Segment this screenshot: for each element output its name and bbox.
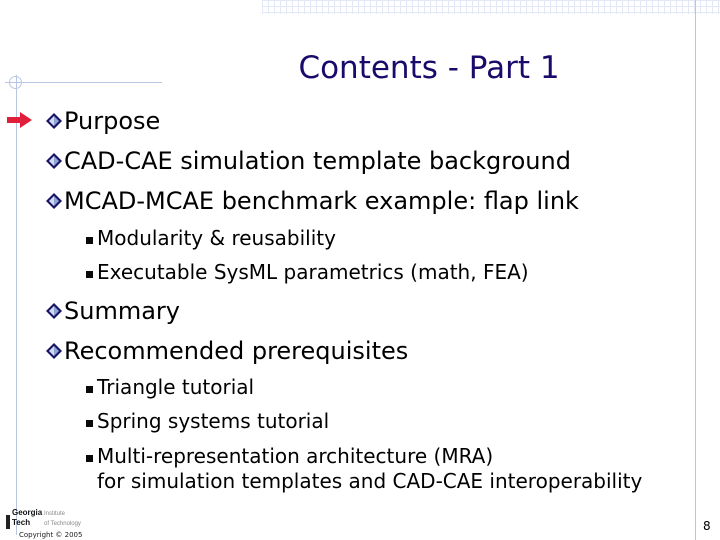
bullet-benchmark	[46, 187, 579, 215]
logo-georgia-text: Georgia	[12, 508, 43, 517]
sub-bullet-text: Modularity & reusability	[97, 226, 336, 250]
bullet-text: MCAD-MCAE benchmark example: flap link	[64, 187, 579, 215]
logo-tech-text: Tech	[12, 518, 31, 527]
sub-bullet-sysml	[86, 262, 529, 287]
square-bullet-icon	[86, 271, 93, 278]
decorative-left-rule	[16, 75, 17, 535]
sub-bullet-text: Spring systems tutorial	[97, 409, 330, 433]
sub-bullet-mra	[86, 446, 642, 496]
sub-bullet-text-continued: for simulation templates and CAD-CAE interoperability	[97, 469, 643, 493]
bullet-purpose	[46, 107, 160, 135]
sub-bullet-text: Executable SysML parametrics (math, FEA)	[97, 260, 529, 284]
copyright-text: Copyright © 2005	[19, 531, 83, 539]
decorative-grid	[262, 0, 720, 14]
diamond-bullet-icon	[46, 193, 62, 209]
sub-bullet-modularity	[86, 228, 336, 253]
logo-side-text-2: of Technology	[44, 521, 81, 527]
sub-bullet-text: Triangle tutorial	[97, 375, 255, 399]
bullet-text: CAD-CAE simulation template background	[64, 147, 571, 175]
bullet-text: Purpose	[64, 107, 161, 135]
square-bullet-icon	[86, 420, 93, 427]
sub-bullet-spring	[86, 411, 329, 436]
sub-bullet-triangle	[86, 377, 254, 402]
page-number: 8	[703, 519, 711, 533]
square-bullet-icon	[86, 386, 93, 393]
sub-bullet-text: Multi-representation architecture (MRA)	[97, 444, 494, 468]
georgia-tech-logo	[6, 505, 88, 529]
bullet-text: Recommended prerequisites	[64, 337, 409, 365]
diamond-bullet-icon	[46, 113, 62, 129]
slide-title: Contents - Part 1	[298, 50, 560, 86]
square-bullet-icon	[86, 237, 93, 244]
diamond-bullet-icon	[46, 303, 62, 319]
square-bullet-icon	[86, 455, 93, 462]
bullet-text: Summary	[64, 297, 180, 325]
red-pointer-arrow-icon	[7, 112, 33, 128]
diamond-bullet-icon	[46, 153, 62, 169]
diamond-bullet-icon	[46, 343, 62, 359]
bullet-summary	[46, 297, 180, 325]
bullet-background	[46, 147, 571, 175]
logo-side-text-1: Institute	[44, 511, 66, 517]
bullet-prerequisites	[46, 337, 408, 365]
